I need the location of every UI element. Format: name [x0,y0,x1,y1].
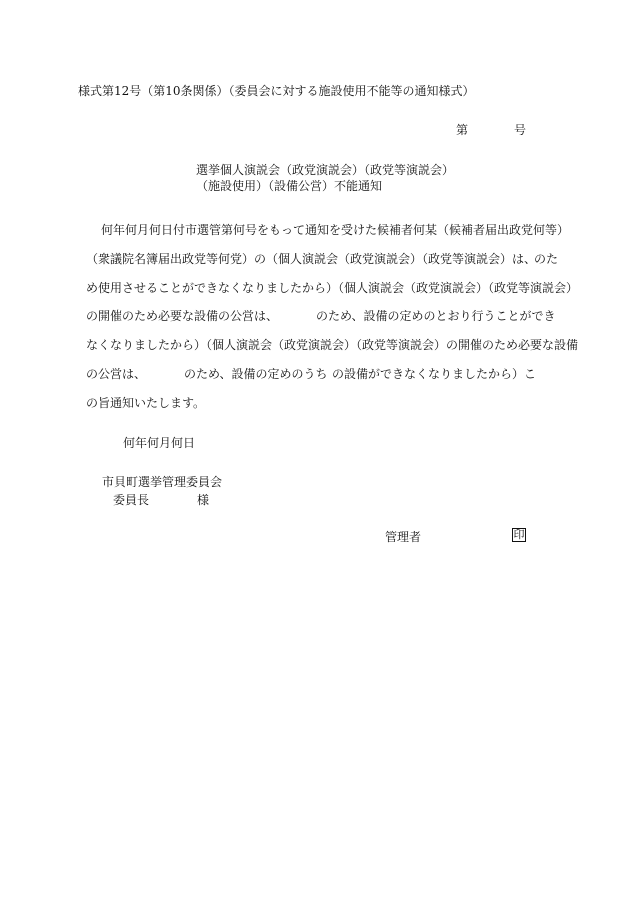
body-text-line-6: の公営は、 [86,367,147,381]
body-text-line-6-end: の設備ができなくなりましたから）こ [332,367,537,381]
body-text-line-7: の旨通知いたします。 [86,396,206,410]
body-text-line-1: 何年何月何日付市選管第何号をもって通知を受けた候補者何某（候補者届出政党何等） [101,223,570,237]
body-text-line-5: なくなりましたから）（個人演説会（政党演説会）（政党等演説会）の開催のため必要な設備 [86,338,579,352]
notice-date: 何年何月何日 [123,436,196,450]
notice-title-line-2: （施設使用）（設備公営）不能通知 [196,179,383,193]
body-text-line-4-end: のため、設備の定めのとおり行うことができ [316,309,556,323]
seal-box: 印 [513,528,525,541]
body-text-line-2-end: のた [534,252,559,266]
addressee-committee: 市貝町選挙管理委員会 [102,475,223,489]
body-text-line-4: の開催のため必要な設備の公営は、 [86,309,279,323]
addressee-chair: 委員長 [113,493,150,507]
form-label: 様式第12号（第10条関係）（委員会に対する施設使用不能等の通知様式） [78,84,475,98]
addressee-honorific: 様 [197,493,210,507]
signer-label: 管理者 [385,530,422,544]
body-text-line-6-middle: のため、設備の定めのうち [184,367,328,381]
document-number-suffix: 号 [514,123,527,137]
document-number-prefix: 第 [456,123,469,137]
notice-title-line-1: 選挙個人演説会（政党演説会）（政党等演説会） [196,163,455,177]
body-text-line-3: め使用させることができなくなりましたから）（個人演説会（政党演説会）（政党等演説会） [86,281,579,295]
body-text-line-2: （衆議院名簿届出政党等何党）の（個人演説会（政党演説会）（政党等演説会）は、 [86,252,537,266]
